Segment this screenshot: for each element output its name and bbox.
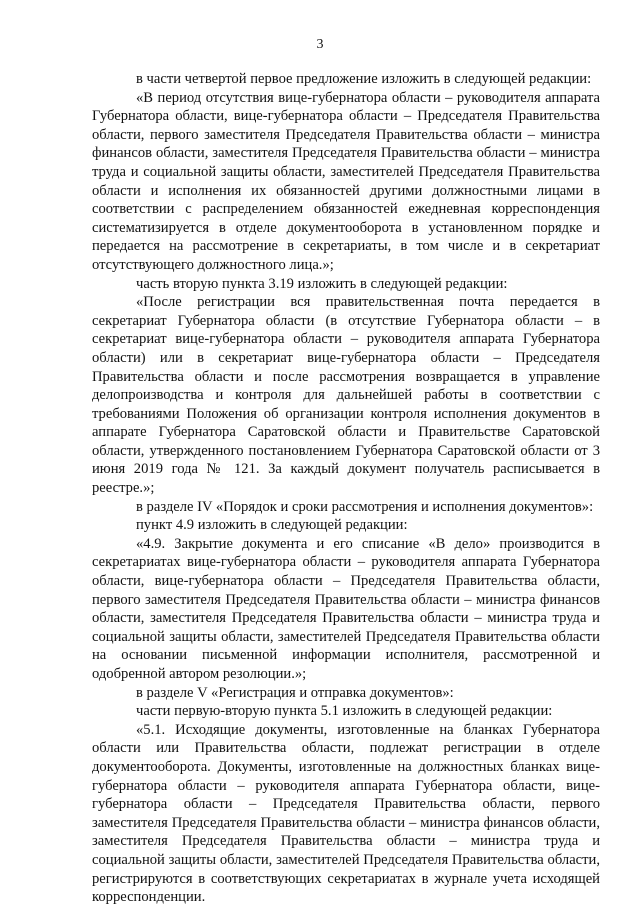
paragraph: «В период отсутствия вице-губернатора области – руководителя аппарата Губернатора области, вице-губернатора области – Председателя Правительства области, первого заместителя Председателя Правительства области – министра финансов области, заместителя Председателя Правительства области – министра труда и социальной защиты области, заместителей Председателя Правительства области и исполнения их обязанностей другими должностными лицами в соответствии с распределением обязанностей ежедневная корреспонденция систематизируется в отделе документооборота в установленном порядке и передается на рассмотрение в секретариаты, в том числе и в секретариат отсутствующего должностного лица.»; xyxy=(92,89,600,273)
paragraph: «4.9. Закрытие документа и его списание «В дело» производится в секретариатах вице-губернатора области – руководителя аппарата Губернатора области, вице-губернатора области – Председателя Правительства области, первого заместителя Председателя Правительства области – министра финансов области, заместителя Председателя Правительства области – министра труда и социальной защиты области, заместителей Председателя Правительства области на основании письменной информации исполнителя, рассмотренной и одобренной автором резолюции.»; xyxy=(92,535,600,682)
paragraph: части первую-вторую пункта 5.1 изложить в следующей редакции: xyxy=(136,703,553,720)
paragraph: в разделе IV «Порядок и сроки рассмотрения и исполнения документов»: xyxy=(136,498,594,515)
paragraph: в части четвертой первое предложение изложить в следующей редакции: xyxy=(136,71,592,87)
paragraph: в разделе V «Регистрация и отправка документов»: xyxy=(136,684,454,701)
document-body xyxy=(92,70,600,907)
paragraph: «5.1. Исходящие документы, изготовленные на бланках Губернатора области или Правительства области, подлежат регистрации в отделе документооборота. Документы, изготовленные на должностных бланках вице-губернатора области – руководителя аппарата Губернатора области, вице-губернатора области – Председателя Правительства области, первого заместителя Председателя Правительства области – министра финансов области, заместителя Председателя Правительства области – министра труда и социальной защиты области, заместителей Председателя Правительства области, регистрируются в соответствующих секретариатах в журнале учета исходящей корреспонденции. xyxy=(92,721,600,906)
paragraph: часть вторую пункта 3.19 изложить в следующей редакции: xyxy=(136,275,508,292)
paragraph: пункт 4.9 изложить в следующей редакции: xyxy=(136,517,408,534)
page-number: 3 xyxy=(316,37,324,52)
paragraph: «После регистрации вся правительственная почта передается в секретариат Губернатора области (в отсутствие Губернатора области – в секретариат вице-губернатора области – руководителя аппарата Губернатора области) или в секретариат вице-губернатора области – Председателя Правительства области и после рассмотрения возвращается в управление делопроизводства и контроля для дальнейшей работы в соответствии с требованиями Положения об организации контроля исполнения документов в аппарате Губернатора Саратовской области и Правительстве Саратовской области, утвержденного постановлением Губернатора Саратовской области от 3 июня 2019 года № 121. За каждый документ получатель расписывается в реестре.»; xyxy=(92,294,600,497)
